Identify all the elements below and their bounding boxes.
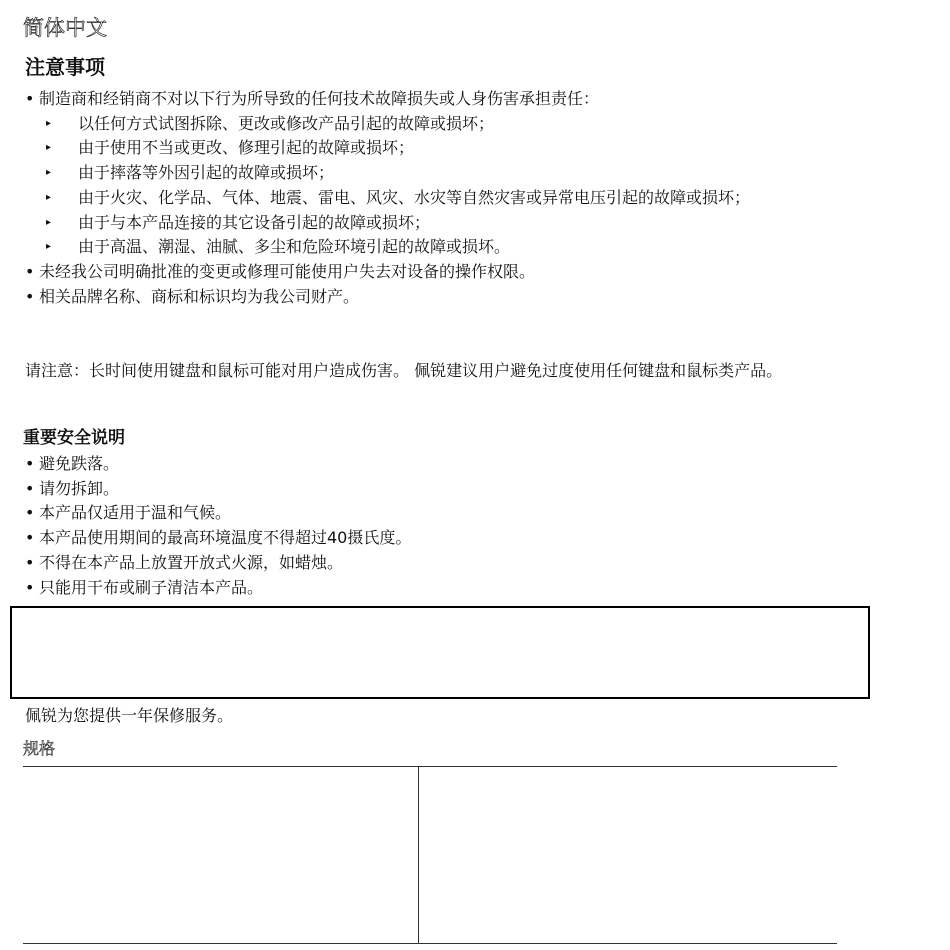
specs-heading: 规格 [23, 739, 56, 758]
safety-item [25, 477, 411, 502]
notice-sub-item [39, 112, 848, 137]
triangle-bullet-icon: ▸ [46, 241, 52, 253]
warranty-text: 佩锐为您提供一年保修服务。 [25, 706, 234, 725]
triangle-bullet-icon: ▸ [46, 191, 52, 203]
safety-item [25, 452, 411, 477]
empty-framed-box [10, 606, 870, 699]
notice-bullet-liability [25, 87, 848, 260]
bullet-dot: • [25, 261, 35, 281]
language-title: 简体中文 [23, 16, 107, 40]
bullet-dot: • [25, 577, 35, 597]
bullet-dot: • [25, 503, 35, 523]
safety-item-text: 本产品使用期间的最高环境温度不得超过40摄氏度。 [39, 528, 412, 548]
notice-sub-text: 由于火灾、化学品、气体、地震、雷电、风灾、水灾等自然灾害或异常电压引起的故障或损坏； [78, 187, 751, 207]
notice-sub-item [39, 211, 848, 236]
safety-item-text: 避免跌落。 [39, 454, 120, 473]
notice-bullet-text: 相关品牌名称、商标和标识均为我公司财产。 [39, 286, 360, 306]
triangle-bullet-icon: ▸ [46, 142, 52, 154]
safety-item-text: 本产品仅适用于温和气候。 [39, 503, 232, 523]
notice-sub-item [39, 235, 848, 260]
safety-item [25, 551, 411, 576]
bullet-dot: • [25, 454, 35, 473]
safety-item-text: 请勿拆卸。 [39, 478, 120, 498]
safety-item [25, 576, 411, 601]
safety-item-text: 只能用干布或刷子清洁本产品。 [39, 577, 264, 597]
notice-sub-text: 以任何方式试图拆除、更改或修改产品引起的故障或损坏； [78, 113, 495, 133]
safety-item [25, 526, 411, 551]
safety-list [25, 452, 411, 600]
safety-heading: 重要安全说明 [23, 428, 125, 448]
triangle-bullet-icon: ▸ [46, 167, 52, 179]
notice-bullet-text: 制造商和经销商不对以下行为所导致的任何技术故障损失或人身伤害承担责任： [39, 89, 600, 108]
notice-sub-text: 由于使用不当或更改、修理引起的故障或损坏； [78, 138, 415, 158]
notice-sub-text: 由于摔落等外因引起的故障或损坏； [78, 163, 335, 183]
notice-sub-item [39, 136, 848, 161]
notice-sub-list [39, 112, 848, 260]
notice-sub-item [39, 186, 848, 211]
notice-sub-item [39, 161, 848, 186]
safety-item [25, 501, 411, 526]
triangle-bullet-icon: ▸ [46, 216, 52, 228]
notice-heading: 注意事项 [25, 55, 105, 79]
notice-sub-text: 由于与本产品连接的其它设备引起的故障或损坏； [78, 212, 431, 232]
bullet-dot: • [25, 478, 35, 498]
notice-bullet-modification [25, 260, 848, 285]
notice-list [25, 87, 848, 309]
notice-bullet-text: 未经我公司明确批准的变更或修理可能使用户失去对设备的操作权限。 [39, 261, 536, 281]
specs-table-column-divider [418, 767, 419, 943]
triangle-bullet-icon: ▸ [46, 117, 52, 129]
caution-paragraph: 请注意：长时间使用键盘和鼠标可能对用户造成伤害。 佩锐建议用户避免过度使用任何键盘和鼠标类产品。 [25, 361, 783, 380]
bullet-dot: • [25, 552, 35, 572]
bullet-dot: • [25, 286, 35, 306]
notice-bullet-trademarks [25, 285, 848, 310]
specs-table [23, 766, 837, 944]
notice-sub-text: 由于高温、潮湿、油腻、多尘和危险环境引起的故障或损坏。 [78, 237, 511, 257]
safety-item-text: 不得在本产品上放置开放式火源，如蜡烛。 [39, 552, 344, 572]
bullet-dot: • [25, 89, 35, 108]
bullet-dot: • [25, 528, 35, 548]
